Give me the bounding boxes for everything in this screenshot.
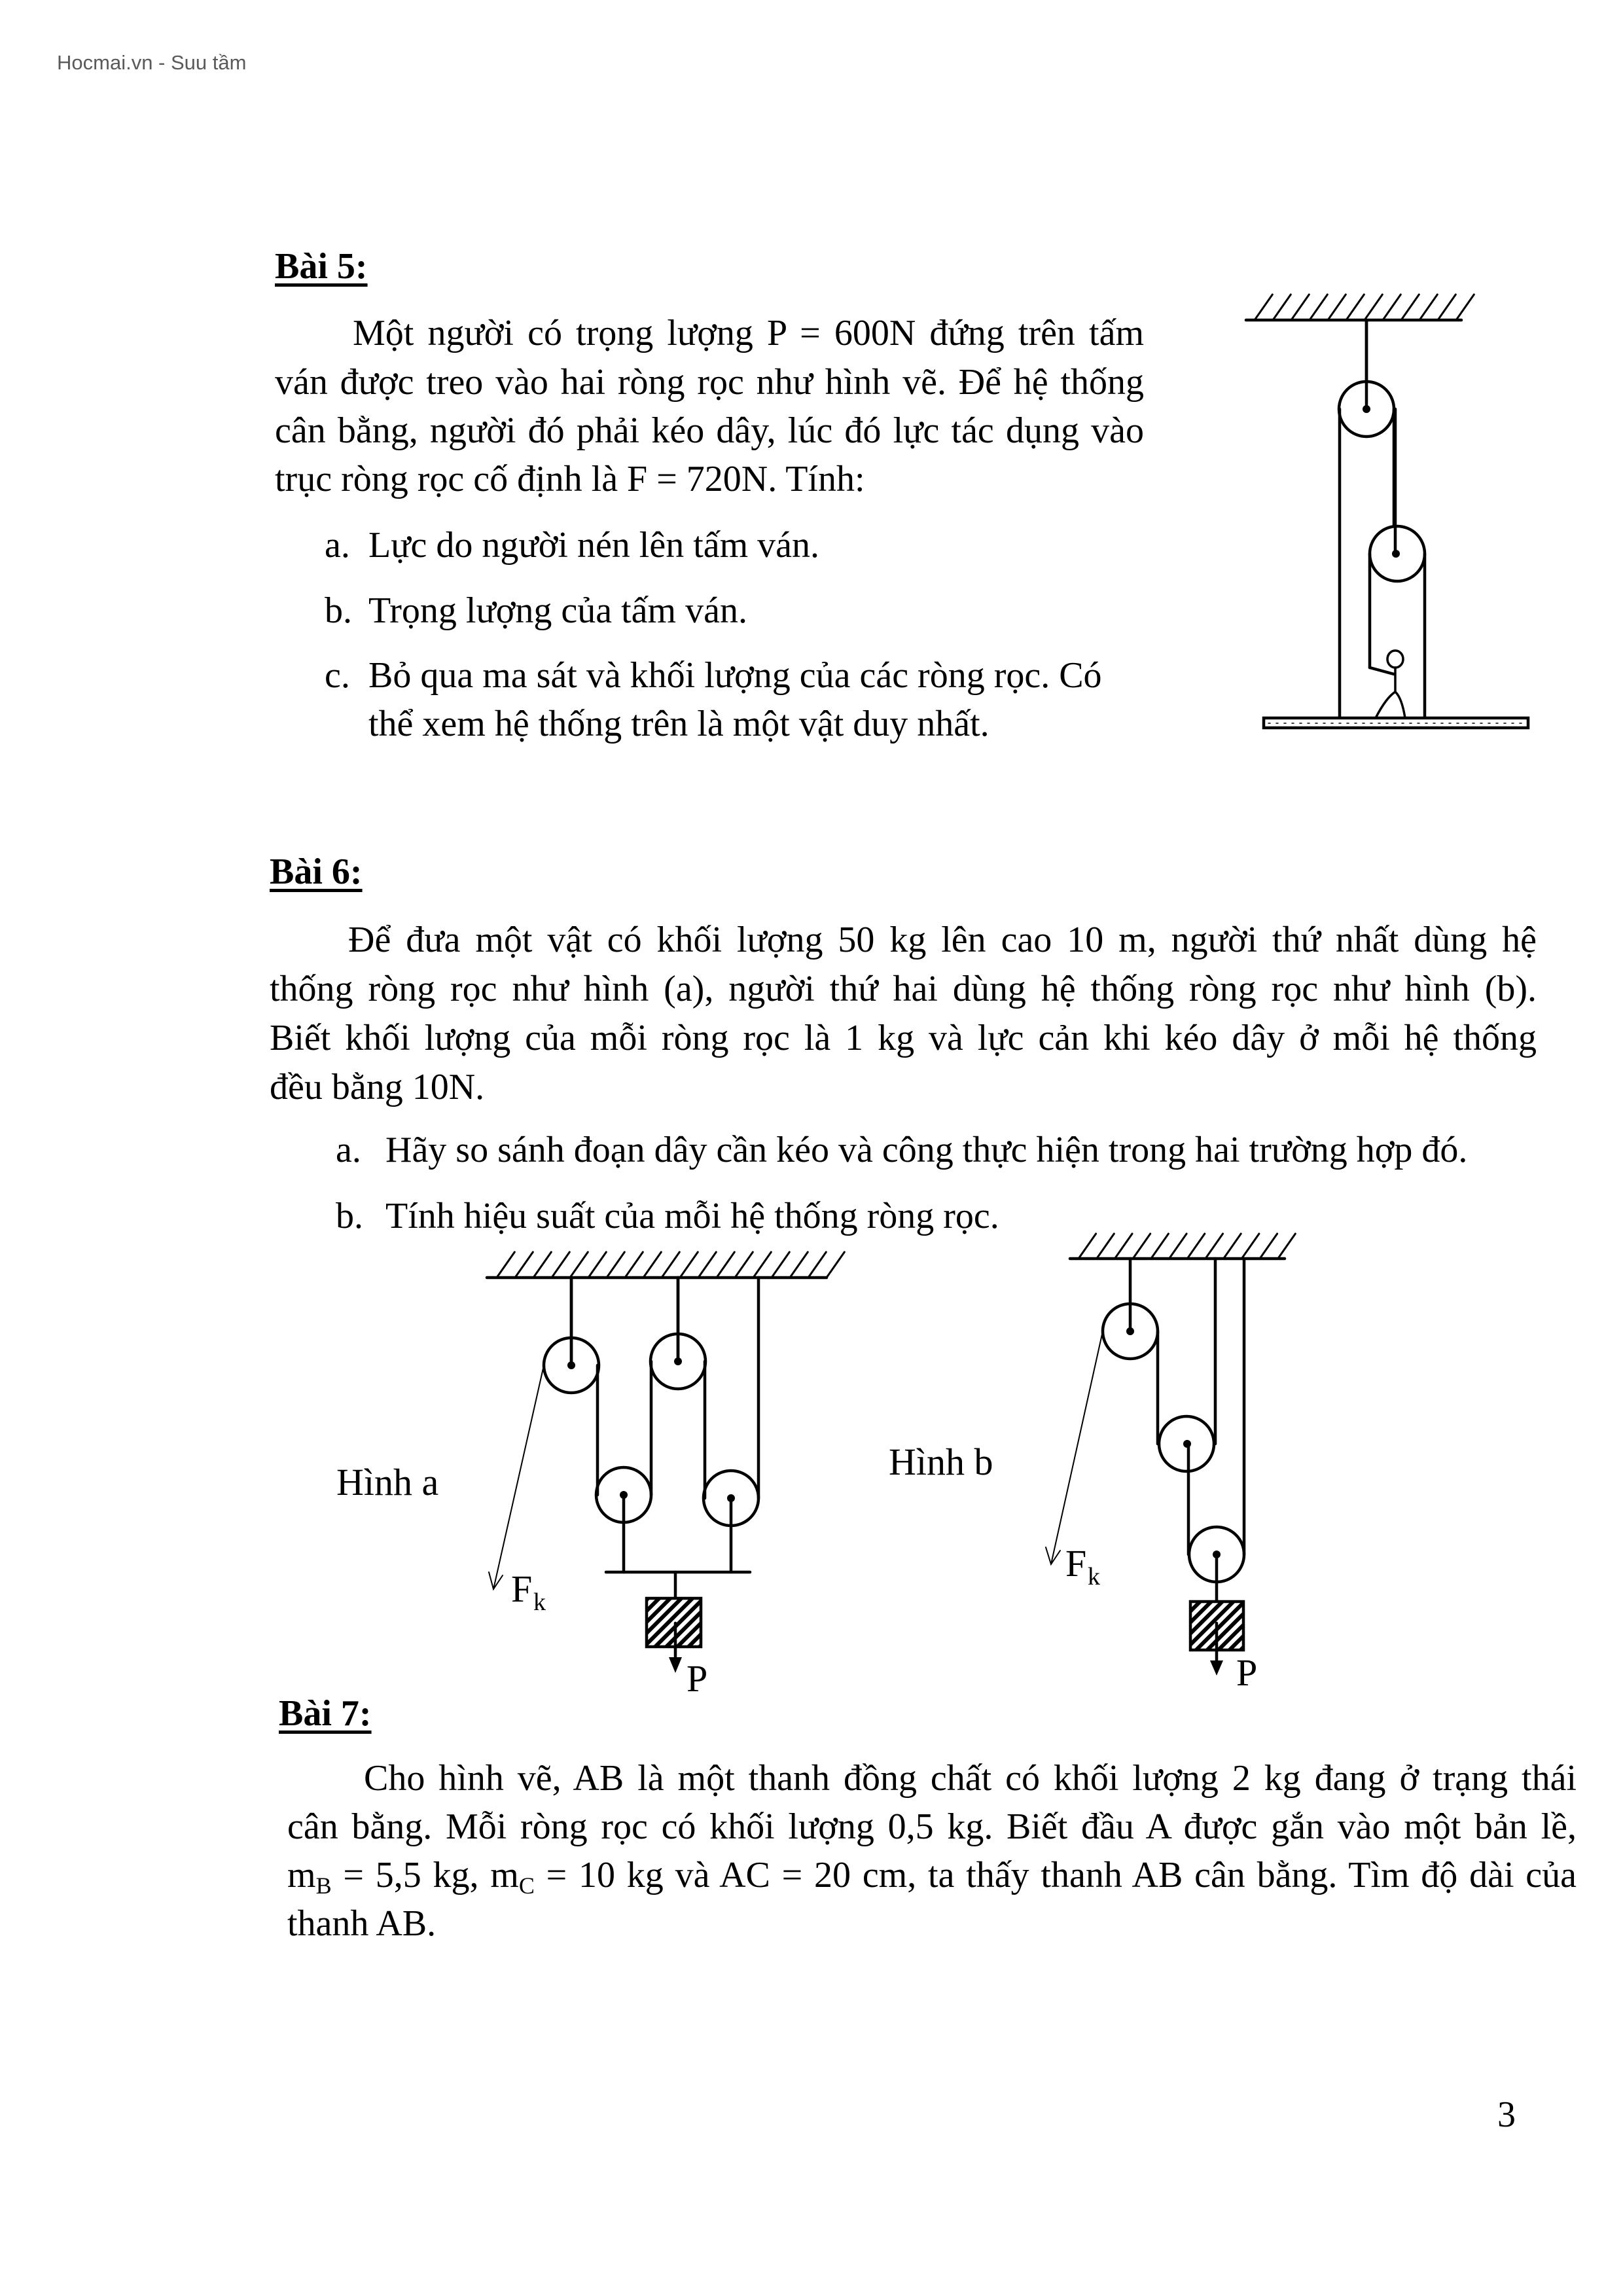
hatch-mark [1115, 1234, 1132, 1259]
hatch-mark [698, 1252, 716, 1278]
bai5-pulley-figure [1246, 295, 1528, 728]
hatch-mark [497, 1252, 514, 1278]
bai5-item-text: thể xem hệ thống trên là một vật duy nhất. [368, 704, 990, 744]
weight-label: P [687, 1657, 708, 1700]
arrow-down-icon [1210, 1660, 1223, 1676]
hatch-mark [662, 1252, 679, 1278]
force-label: F [1065, 1542, 1087, 1585]
hatch-mark [772, 1252, 789, 1278]
force-label: F [511, 1568, 533, 1610]
bai7-line: thanh AB. [287, 1903, 437, 1944]
hatch-mark [1187, 1234, 1205, 1259]
hatch-mark [1364, 295, 1382, 320]
hatch-mark [570, 1252, 588, 1278]
hatch-mark [808, 1252, 826, 1278]
hatch-mark [790, 1252, 808, 1278]
page-number: 3 [1497, 2094, 1516, 2135]
hatch-mark [1310, 295, 1327, 320]
hatch-mark [1133, 1234, 1150, 1259]
hatch-mark [625, 1252, 643, 1278]
hatch-mark [1260, 1234, 1277, 1259]
bai6-item-label: a. [336, 1130, 361, 1170]
mass-symbol: m [287, 1855, 316, 1895]
figure-b-caption: Hình b [889, 1441, 993, 1483]
hatch-mark [680, 1252, 698, 1278]
hatch-mark [515, 1252, 533, 1278]
hatch-mark [1151, 1234, 1169, 1259]
ceiling-hatch [497, 1252, 844, 1278]
bai6-item-text: Tính hiệu suất của mỗi hệ thống ròng rọc. [385, 1196, 999, 1236]
hatch-mark [1456, 295, 1474, 320]
bai6-line: đều bằng 10N. [270, 1067, 485, 1107]
bai6-line: Để đưa một vật có khối lượng 50 kg lên cao 10 m, người thứ nhất dùng hệ [348, 920, 1537, 960]
bai5-item-text: Bỏ qua ma sát và khối lượng của các ròng rọc. Có [368, 655, 1102, 696]
hatch-mark [1205, 1234, 1223, 1259]
bai5-line: cân bằng, người đó phải kéo dây, lúc đó lực tác dụng vào [275, 410, 1144, 451]
bai6-line: Biết khối lượng của mỗi ròng rọc là 1 kg và lực cản khi kéo dây ở mỗi hệ thống [270, 1018, 1537, 1058]
bai6-item-text: Hãy so sánh đoạn dây cần kéo và công thực hiện trong hai trường hợp đó. [385, 1130, 1468, 1170]
force-subscript: k [533, 1588, 546, 1616]
person-icon [1376, 651, 1405, 718]
hatch-mark [1241, 1234, 1259, 1259]
bai7-text: = 10 kg và AC = 20 cm, ta thấy thanh AB cân bằng. Tìm độ dài của [534, 1855, 1577, 1895]
subscript-b: B [315, 1873, 332, 1899]
hatch-mark [552, 1252, 569, 1278]
hatch-mark [827, 1252, 844, 1278]
hatch-mark [643, 1252, 661, 1278]
hatch-mark [1079, 1234, 1096, 1259]
bai7-line: cân bằng. Mỗi ròng rọc có khối lượng 0,5 kg. Biết đầu A được gắn vào một bản lề, [287, 1806, 1577, 1847]
hatch-mark [1291, 295, 1309, 320]
hatch-mark [1438, 295, 1455, 320]
weight-label: P [1236, 1651, 1258, 1694]
bai7-text: = 5,5 kg, m [331, 1855, 519, 1895]
bai6-item-label: b. [336, 1196, 363, 1236]
hatch-mark [1224, 1234, 1241, 1259]
bai5-line: trục ròng rọc cố định là F = 720N. Tính: [275, 459, 865, 499]
force-subscript: k [1088, 1563, 1100, 1590]
hatch-mark [588, 1252, 606, 1278]
hatch-mark [1255, 295, 1272, 320]
bai5-line: ván được treo vào hai ròng rọc như hình vẽ. Để hệ thống [275, 362, 1144, 403]
pull-force-arrow [489, 1365, 544, 1589]
bai5-item-text: Lực do người nén lên tấm ván. [368, 525, 820, 565]
hatch-mark [1273, 295, 1291, 320]
bai6-line: thống ròng rọc như hình (a), người thứ hai dùng hệ thống ròng rọc như hình (b). [270, 969, 1537, 1009]
bai5-item-text: Trọng lượng của tấm ván. [368, 590, 747, 631]
arrow-down-icon [669, 1657, 682, 1673]
hatch-mark [1383, 295, 1400, 320]
hatch-mark [753, 1252, 771, 1278]
ceiling-hatch [1079, 1234, 1295, 1259]
hatch-mark [735, 1252, 753, 1278]
figure-a-caption: Hình a [336, 1461, 439, 1503]
hatch-mark [1346, 295, 1364, 320]
figure-b [1046, 1234, 1295, 1676]
hatch-mark [533, 1252, 551, 1278]
bai5-item-label: c. [325, 655, 350, 696]
ceiling-hatch [1255, 295, 1474, 320]
bai5-title: Bài 5: [275, 246, 368, 287]
hatch-mark [1097, 1234, 1115, 1259]
bai7-title: Bài 7: [279, 1693, 372, 1734]
source-header: Hocmai.vn - Suu tầm [57, 51, 247, 74]
hatch-mark [1419, 295, 1437, 320]
hatch-mark [607, 1252, 624, 1278]
hatch-mark [717, 1252, 734, 1278]
hatch-mark [1401, 295, 1419, 320]
bai7-line: Cho hình vẽ, AB là một thanh đồng chất có khối lượng 2 kg đang ở trạng thái [364, 1758, 1577, 1799]
pull-force-arrow [1046, 1331, 1103, 1564]
hatch-mark [1328, 295, 1346, 320]
bai5-line: Một người có trọng lượng P = 600N đứng trên tấm [353, 313, 1144, 353]
subscript-c: C [518, 1873, 535, 1899]
weight-block [647, 1598, 701, 1647]
bai5-item-label: a. [325, 525, 350, 565]
hatch-mark [1169, 1234, 1187, 1259]
bai6-title: Bài 6: [270, 852, 363, 892]
bai5-item-label: b. [325, 590, 352, 631]
hatch-mark [1278, 1234, 1296, 1259]
